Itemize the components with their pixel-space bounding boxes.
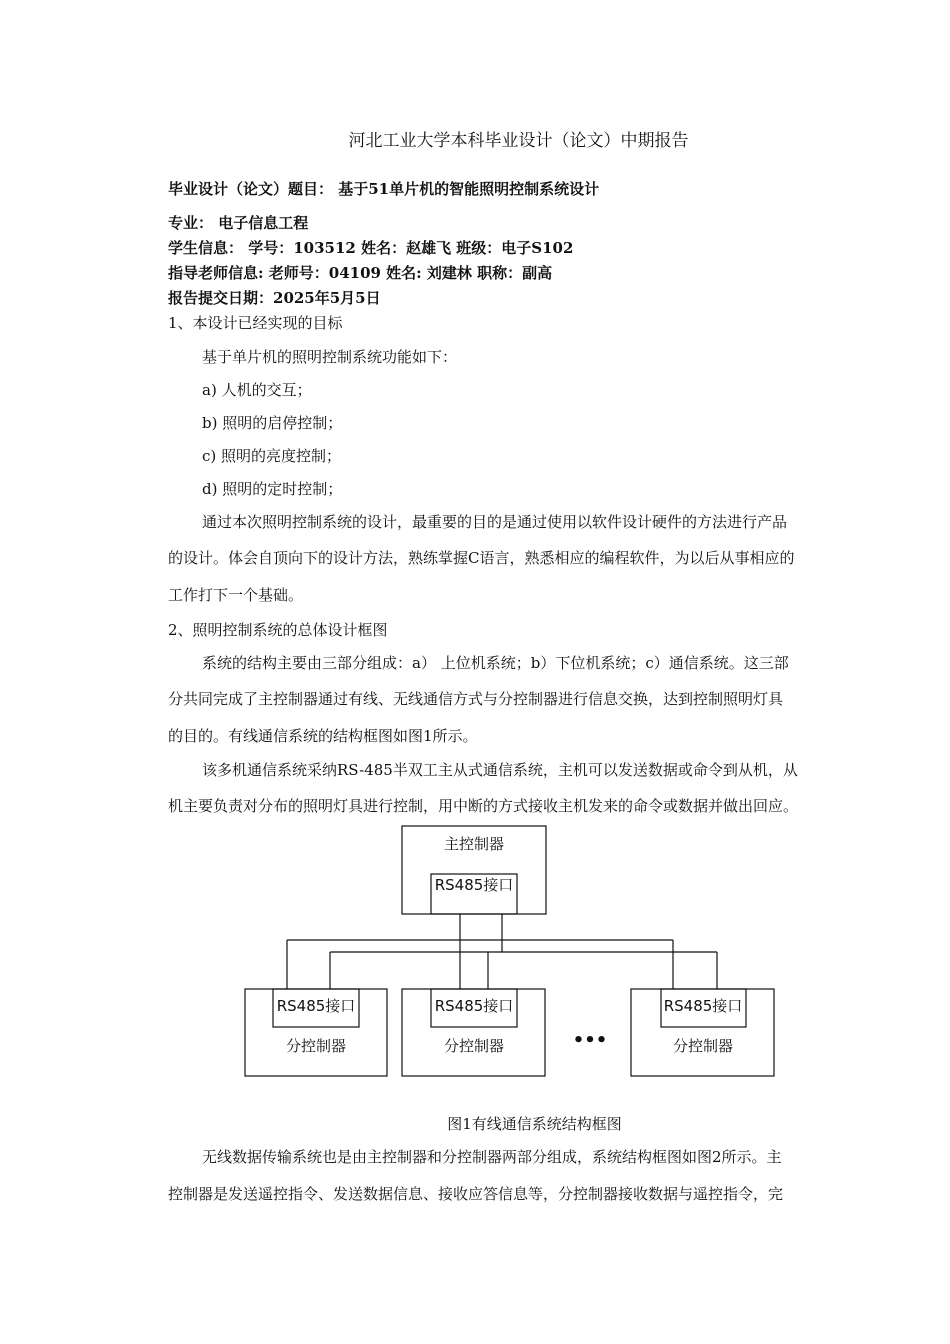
interface-label: RS485接口 xyxy=(276,997,356,1015)
thesis-topic: 毕业设计（论文）题目： 基于51单片机的智能照明控制系统设计 xyxy=(168,180,600,198)
paragraph-line: 分共同完成了主控制器通过有线、无线通信方式与分控制器进行信息交换，达到控制照明灯具 xyxy=(168,690,784,708)
master-label: 主控制器 xyxy=(443,835,505,853)
interface-label: RS485接口 xyxy=(434,997,514,1015)
interface-label: RS485接口 xyxy=(434,876,514,894)
interface-label: RS485接口 xyxy=(663,997,743,1015)
figure-caption: 图1有线通信系统结构框图 xyxy=(447,1115,622,1133)
major-line: 专业： 电子信息工程 xyxy=(168,214,309,232)
advisor-info: 指导老师信息: 老师号：04109 姓名: 刘建林 职称：副高 xyxy=(168,264,553,282)
section1-heading: 1、本设计已经实现的目标 xyxy=(168,314,343,332)
slave-label: 分控制器 xyxy=(672,1037,734,1055)
paragraph-line: 通过本次照明控制系统的设计，最重要的目的是通过使用以软件设计硬件的方法进行产品 xyxy=(202,513,788,531)
paragraph-line: 该多机通信系统采纳RS-485半双工主从式通信系统，主机可以发送数据或命令到从机，从 xyxy=(202,761,798,779)
slave-label: 分控制器 xyxy=(285,1037,347,1055)
ellipsis-dots: ••• xyxy=(572,1030,608,1051)
list-item: c) 照明的亮度控制； xyxy=(202,447,342,465)
paragraph-line: 工作打下一个基础。 xyxy=(168,586,304,604)
paragraph-line: 的目的。有线通信系统的结构框图如图1所示。 xyxy=(168,727,478,745)
list-item: a) 人机的交互； xyxy=(202,381,312,399)
list-item: d) 照明的定时控制； xyxy=(202,480,343,498)
section2-heading: 2、照明控制系统的总体设计框图 xyxy=(168,621,388,639)
paragraph-line: 的设计。体会自顶向下的设计方法，熟练掌握C语言，熟悉相应的编程软件，为以后从事相应的 xyxy=(168,549,795,567)
page-title: 河北工业大学本科毕业设计（论文）中期报告 xyxy=(348,131,689,151)
paragraph-line: 无线数据传输系统也是由主控制器和分控制器两部分组成，系统结构框图如图2所示。主 xyxy=(202,1148,782,1166)
paragraph-line: 系统的结构主要由三部分组成：a） 上位机系统；b）下位机系统；c）通信系统。这三部 xyxy=(202,654,789,672)
section1-intro: 基于单片机的照明控制系统功能如下： xyxy=(202,348,458,366)
slave-label: 分控制器 xyxy=(443,1037,505,1055)
paragraph-line: 机主要负责对分布的照明灯具进行控制，用中断的方式接收主机发来的命令或数据并做出回应。 xyxy=(168,797,799,815)
submit-date: 报告提交日期：2025年5月5日 xyxy=(168,289,381,307)
student-info: 学生信息： 学号：103512 姓名：赵雄飞 班级：电子S102 xyxy=(168,239,574,257)
list-item: b) 照明的启停控制； xyxy=(202,414,343,432)
paragraph-line: 控制器是发送遥控指令、发送数据信息、接收应答信息等，分控制器接收数据与遥控指令，完 xyxy=(168,1185,784,1203)
